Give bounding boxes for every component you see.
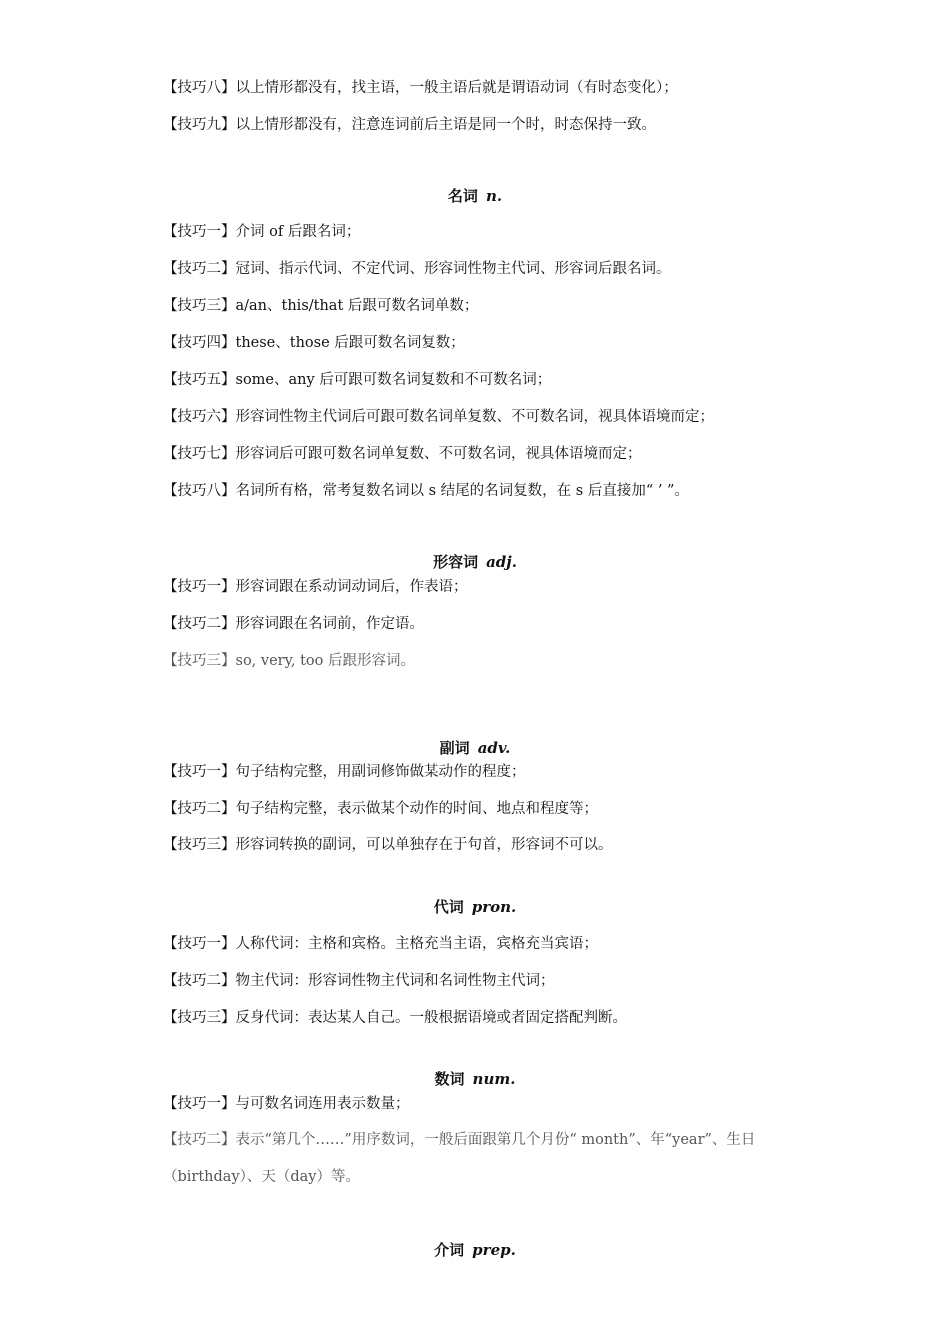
- section-heading-adjective: [0, 552, 950, 572]
- tip-noun-6: 【技巧六】形容词性物主代词后可跟可数名词单复数、不可数名词，视具体语境而定；: [163, 409, 714, 425]
- tip-noun-2: 【技巧二】冠词、指示代词、不定代词、形容词性物主代词、形容词后跟名词。: [163, 261, 671, 277]
- tip-adv-1: 【技巧一】句子结构完整，用副词修饰做某动作的程度；: [163, 764, 526, 780]
- tip-noun-5: 【技巧五】some、any 后可跟可数名词复数和不可数名词；: [163, 372, 552, 388]
- section-abbr: n.: [485, 187, 503, 205]
- section-title: 名词: [447, 187, 478, 205]
- section-title: 介词: [434, 1241, 465, 1259]
- tip-noun-1: 【技巧一】介词 of 后跟名词；: [163, 224, 361, 240]
- tip-adj-2: 【技巧二】形容词跟在名词前，作定语。: [163, 616, 424, 632]
- tip-verb-8: 【技巧八】以上情形都没有，找主语，一般主语后就是谓语动词（有时态变化）；: [163, 80, 678, 96]
- tip-pron-1: 【技巧一】人称代词：主格和宾格。主格充当主语，宾格充当宾语；: [163, 936, 598, 952]
- tip-pron-3: 【技巧三】反身代词：表达某人自己。一般根据语境或者固定搭配判断。: [163, 1010, 627, 1026]
- section-title: 数词: [434, 1070, 465, 1088]
- section-heading-preposition: [0, 1240, 950, 1260]
- section-title: 形容词: [433, 553, 479, 571]
- section-abbr: pron.: [471, 898, 517, 916]
- section-abbr: adv.: [477, 739, 511, 757]
- tip-noun-8: 【技巧八】名词所有格，常考复数名词以 s 结尾的名词复数，在 s 后直接加“ ’ ”。: [163, 483, 689, 499]
- tip-num-2: 【技巧二】表示“第几个……”用序数词，一般后面跟第几个月份“ month”、年“year”、生日（birthday）、天（day）等。: [163, 1132, 756, 1185]
- tip-adj-1: 【技巧一】形容词跟在系动词动词后，作表语；: [163, 579, 468, 595]
- tip-adv-2: 【技巧二】句子结构完整，表示做某个动作的时间、地点和程度等；: [163, 801, 598, 817]
- tip-adj-3: 【技巧三】so, very, too 后跟形容词。: [163, 653, 415, 669]
- section-title: 代词: [433, 898, 464, 916]
- tip-noun-3: 【技巧三】a/an、this/that 后跟可数名词单数；: [163, 298, 479, 314]
- section-abbr: adj.: [486, 553, 517, 571]
- section-heading-noun: [0, 186, 950, 206]
- section-title: 副词: [439, 739, 470, 757]
- tip-noun-7: 【技巧七】形容词后可跟可数名词单复数、不可数名词，视具体语境而定；: [163, 446, 642, 462]
- tip-num-1: 【技巧一】与可数名词连用表示数量；: [163, 1096, 410, 1112]
- tip-pron-2: 【技巧二】物主代词：形容词性物主代词和名词性物主代词；: [163, 973, 555, 989]
- section-heading-numeral: [0, 1069, 950, 1089]
- section-abbr: prep.: [472, 1241, 516, 1259]
- section-heading-adverb: [0, 738, 950, 758]
- tip-verb-9: 【技巧九】以上情形都没有，注意连词前后主语是同一个时，时态保持一致。: [163, 117, 656, 133]
- tip-noun-4: 【技巧四】these、those 后跟可数名词复数；: [163, 335, 465, 351]
- tip-adv-3: 【技巧三】形容词转换的副词，可以单独存在于句首，形容词不可以。: [163, 837, 613, 853]
- section-abbr: num.: [472, 1070, 516, 1088]
- section-heading-pronoun: [0, 897, 950, 917]
